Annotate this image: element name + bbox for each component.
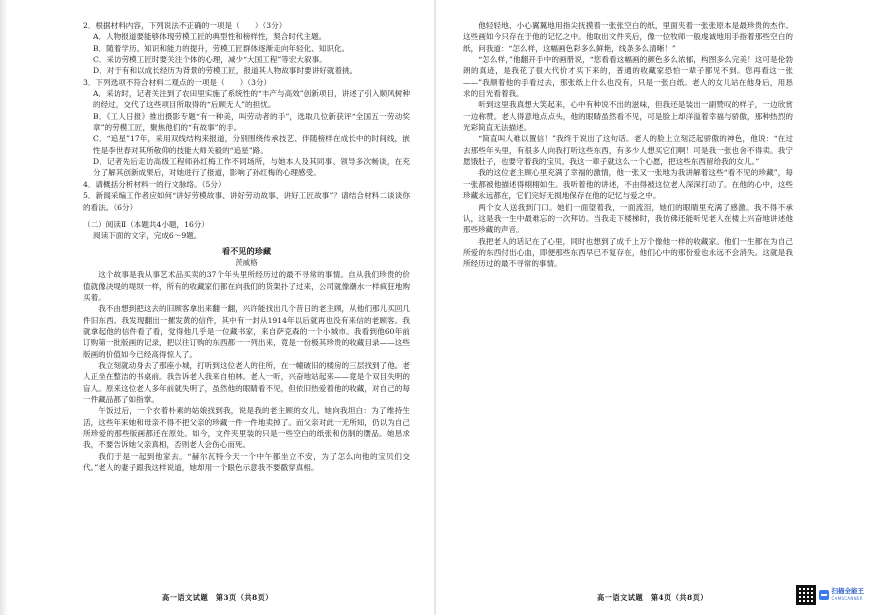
qr-code-icon xyxy=(796,585,816,605)
paragraph: 这个故事是我从事艺术品买卖的37个年头里所经历过的最不寻常的事情。自从我们珍贵的价值就像决堤的堤坝一样，所有的收藏家们都在向我们的货架扑了过来，公司就像潮水一样疯狂地购买着。 xyxy=(83,270,410,302)
question-5: 5．新闻采编工作者应如何“讲好劳模故事、讲好劳动故事、讲好工匠故事”？请结合材料二谈谈你的看法。（6分） xyxy=(83,191,410,212)
option-a: A．采访时，记者关注到了农田里实施了系统性的“丰产与高效”创新项目，讲述了引入顺风树种的经过，交代了这些项目所取得的“后顾无人”的担忧。 xyxy=(93,89,410,110)
right-page xyxy=(435,0,870,615)
left-column xyxy=(83,20,410,575)
paragraph: 午饭过后，一个衣着朴素的姑娘找到我，说是我的老主顾的女儿。她向我坦白：为了维持生活，这些年来她和母亲不得不把父亲的珍藏一件一件地卖掉了。而父亲对此一无所知，仍以为自己所珍爱的那些版画都还在原处。如今，文件夹里装的只是一些空白的纸张和仿制的赝品。她恳求我，不要告诉她父亲真相，否则老人会伤心而死。 xyxy=(83,406,410,450)
article-author: 茨威格 xyxy=(235,257,258,267)
section-heading: （二）阅读Ⅱ（本题共4小题，16分） xyxy=(83,219,209,229)
option-b: B．随着学历、知识和能力的提升，劳模工匠群体逐渐走向年轻化、知识化。 xyxy=(93,43,350,53)
paragraph: 听到这里我真想大笑起来，心中有种说不出的滋味，但我还是装出一副赞叹的样子，一边欣赏一边称赞。老人得意地点点头，他的眼睛虽然看不见，可是脸上却洋溢着幸福与骄傲，那种热烈的光彩简直无法描述。 xyxy=(463,100,793,133)
article-title: 看不见的珍藏 xyxy=(221,245,272,256)
question-stem: 3．下列选项不符合材料二观点的一项是（ ）（3分） xyxy=(83,77,272,87)
watermark-brand: 扫描全能王 xyxy=(831,587,864,595)
option-d: D．对于有和以成长经历为背景的劳模工匠，报道其人物故事时要讲好就着挑。 xyxy=(93,66,358,76)
paragraph: “怎么样，”他翻开手中的画册说，“您看看这幅画的颜色多么浓郁，构图多么完美！这可是伦勃朗的真迹，是我花了很大代价才买下来的，普通的收藏家恐怕一辈子都见不到。您再看这一张——”我顺着他的手看过去，那张纸上什么也没有，只是一张白纸。老人的女儿站在他身后，用恳求的目光看着我。 xyxy=(463,55,793,99)
paragraph: 我立刻就动身去了那座小城，打听到这位老人的住所，在一幢破旧的楼房的三层找到了他。老人正坐在整洁的书桌前。我告诉老人我来自柏林。老人一听，兴奋地站起来——竟是个双目失明的盲人。原来这位老人多年前就失明了，虽然他的眼睛看不见，但依旧热爱着他的收藏，对自己的每一件藏品都了如指掌。 xyxy=(83,360,410,404)
option-c: C．采访劳模工匠时要关注个体的心理，减少“大国工程”等宏大叙事。 xyxy=(93,55,327,65)
paragraph: 我把老人的话记在了心里，同时也想到了成千上万个像他一样的收藏家。他们一生都在为自己所爱的东西付出心血，即便那些东西早已不复存在，他们心中的那份爱也永远不会消失。这就是我所经历过的最不寻常的事情。 xyxy=(463,236,793,269)
question-2 xyxy=(83,20,410,77)
question-stem: 2．根据材料内容，下列说法不正确的一项是（ ）（3分） xyxy=(83,21,287,30)
option-b: B．《工人日报》推出摄影专题“有一种美，叫劳动者的手”，选取几位新获评“全国五一劳动奖章”的劳模工匠，聚焦他们的“有故事”的手。 xyxy=(93,111,410,133)
right-column xyxy=(463,20,793,575)
page-footer: 高一语文试题 第3页（共8页） xyxy=(162,593,273,602)
watermark-text xyxy=(832,588,865,602)
page-footer: 高一语文试题 第4页（共8页） xyxy=(597,593,708,602)
paragraph: 两个女人送我到门口。她们一面望着我，一面流泪，她们的眼睛里充满了感激。我不得不承认，这是我一生中最难忘的一次拜访。当我走下楼梯时，我仿佛还能听见老人在楼上兴奋地讲述他那些珍藏的声音。 xyxy=(463,202,793,235)
option-c: C．“追星”17年，采用双线结构来报道，分别围绕传承技艺、伴随榜样在成长中的时间线，嵌性是李世春对其所敬仰的技能大师关毅的“追星”路。 xyxy=(93,134,410,155)
option-d: D．记者先后走访高级工程师孙红梅工作不同场所，与她本人及其同事、领导多次畅谈，在充分了解其创新成果后，对她进行了报道，影响了孙红梅的心理感受。 xyxy=(93,157,410,178)
watermark-sub: CAMSCANNER xyxy=(831,596,863,601)
camscanner-watermark xyxy=(796,585,865,605)
paragraph: 我们于是一起到他家去。“赫尔瓦特今天一个中午都坐立不安，为了怎么向他的宝贝们交代。”老人的妻子跟我这样说道，她却用一个眼色示意我不要戳穿真相。 xyxy=(83,451,410,473)
scanner-app-icon xyxy=(819,590,829,600)
question-4: 4．请概括分析材料一的行文脉络。（5分） xyxy=(83,179,226,189)
paragraph: 他轻轻地、小心翼翼地用指尖抚摸着一张张空白的纸，里面夹着一张张原本是最珍贵的杰作。这些画如今只存在于他的记忆之中。他取出文件夹后，像一位牧师一般虔诚地用手指着那些空白的纸，问我道：“怎么样，这幅画色彩多么鲜艳，线条多么清晰！” xyxy=(463,21,793,53)
paragraph: 我的这位老主顾心里充满了幸福的激情，他一张又一张地为我讲解着这些“看不见的珍藏”，每一张都被他描述得栩栩如生。我听着他的讲述，不由得被这位老人深深打动了。在他的心中，这些珍藏永远都在，它们完好无损地保存在他的记忆与爱之中。 xyxy=(463,168,793,201)
question-3 xyxy=(83,77,410,179)
paragraph: “简直叫人难以置信！”我终于说出了这句话。老人的脸上立刻泛起骄傲的神色，他说：“在过去那些年头里，有很多人向我打听这些东西，有多少人想买它们啊！可是我一张也舍不得卖。我宁愿饿肚子，也要守着我的宝贝。我这一辈子就这么一个心愿，把这些东西留给我的女儿。” xyxy=(463,134,793,167)
paragraph: 我不由想到把这去的旧顾客拿出来翻一翻，兴许能找出几个昔日的老主顾，从他们那儿买回几件旧东西。我发现翻出一摞发黄的信件，其中有一封从1914年以后就再也没有来信的老顾客。我就拿起他的信件看了看，觉得他几乎是一位藏书家，来自萨克森的一个小城市。我看到他60年前订购第一批版画的记录，把以往订购的东西都一一列出来，竟是一份极其珍贵的收藏目录——这些版画的价值如今已经高得惊人了。 xyxy=(83,304,410,359)
option-a: A．人物报道要能够体现劳模工匠的典型性和榜样性，契合时代主题。 xyxy=(93,32,327,42)
section-instruction: 阅读下面的文字，完成6～9题。 xyxy=(93,231,202,241)
